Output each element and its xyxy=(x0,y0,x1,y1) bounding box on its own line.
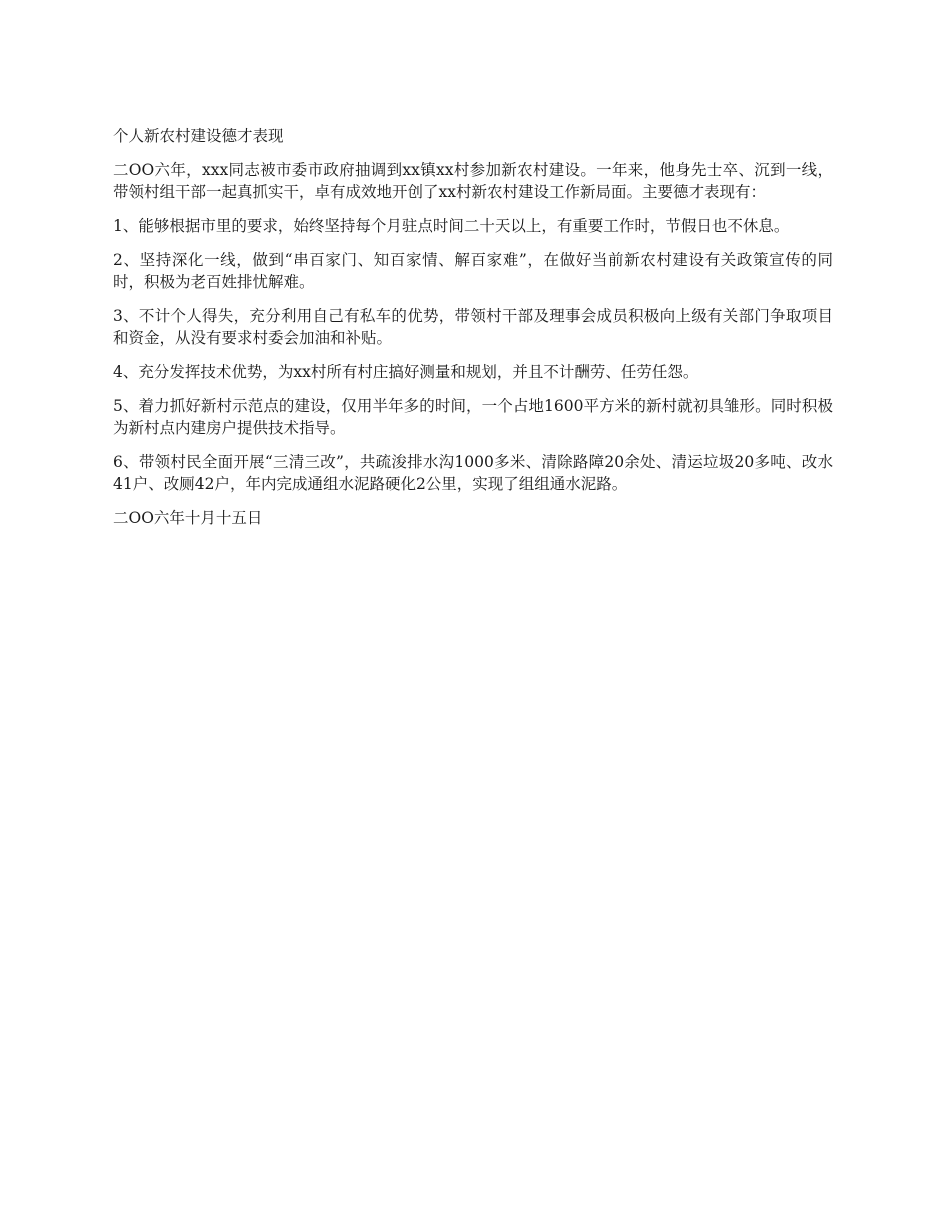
intro-paragraph: 二OO六年，xxx同志被市委市政府抽调到xx镇xx村参加新农村建设。一年来，他身先士卒、沉到一线，带领村组干部一起真抓实干，卓有成效地开创了xx村新农村建设工作新局面。主要德才表现有： xyxy=(113,161,833,201)
list-item: 5、着力抓好新村示范点的建设，仅用半年多的时间，一个占地1600平方米的新村就初具雏形。同时积极为新村点内建房户提供技术指导。 xyxy=(113,397,833,437)
document-page xyxy=(113,125,833,529)
list-item: 3、不计个人得失，充分利用自己有私车的优势，带领村干部及理事会成员积极向上级有关部门争取项目和资金，从没有要求村委会加油和补贴。 xyxy=(113,307,833,347)
document-title: 个人新农村建设德才表现 xyxy=(113,127,284,145)
list-item: 2、坚持深化一线，做到“串百家门、知百家情、解百家难”，在做好当前新农村建设有关政策宣传的同时，积极为老百姓排忧解难。 xyxy=(113,251,833,291)
list-item: 1、能够根据市里的要求，始终坚持每个月驻点时间二十天以上，有重要工作时，节假日也不休息。 xyxy=(113,217,790,235)
list-item: 6、带领村民全面开展“三清三改”，共疏浚排水沟1000多米、清除路障20余处、清运垃圾20多吨、改水41户、改厕42户，年内完成通组水泥路硬化2公里，实现了组组通水泥路。 xyxy=(113,453,833,493)
document-date: 二OO六年十月十五日 xyxy=(113,509,263,527)
list-item: 4、充分发挥技术优势，为xx村所有村庄搞好测量和规划，并且不计酬劳、任劳任怨。 xyxy=(113,363,699,381)
